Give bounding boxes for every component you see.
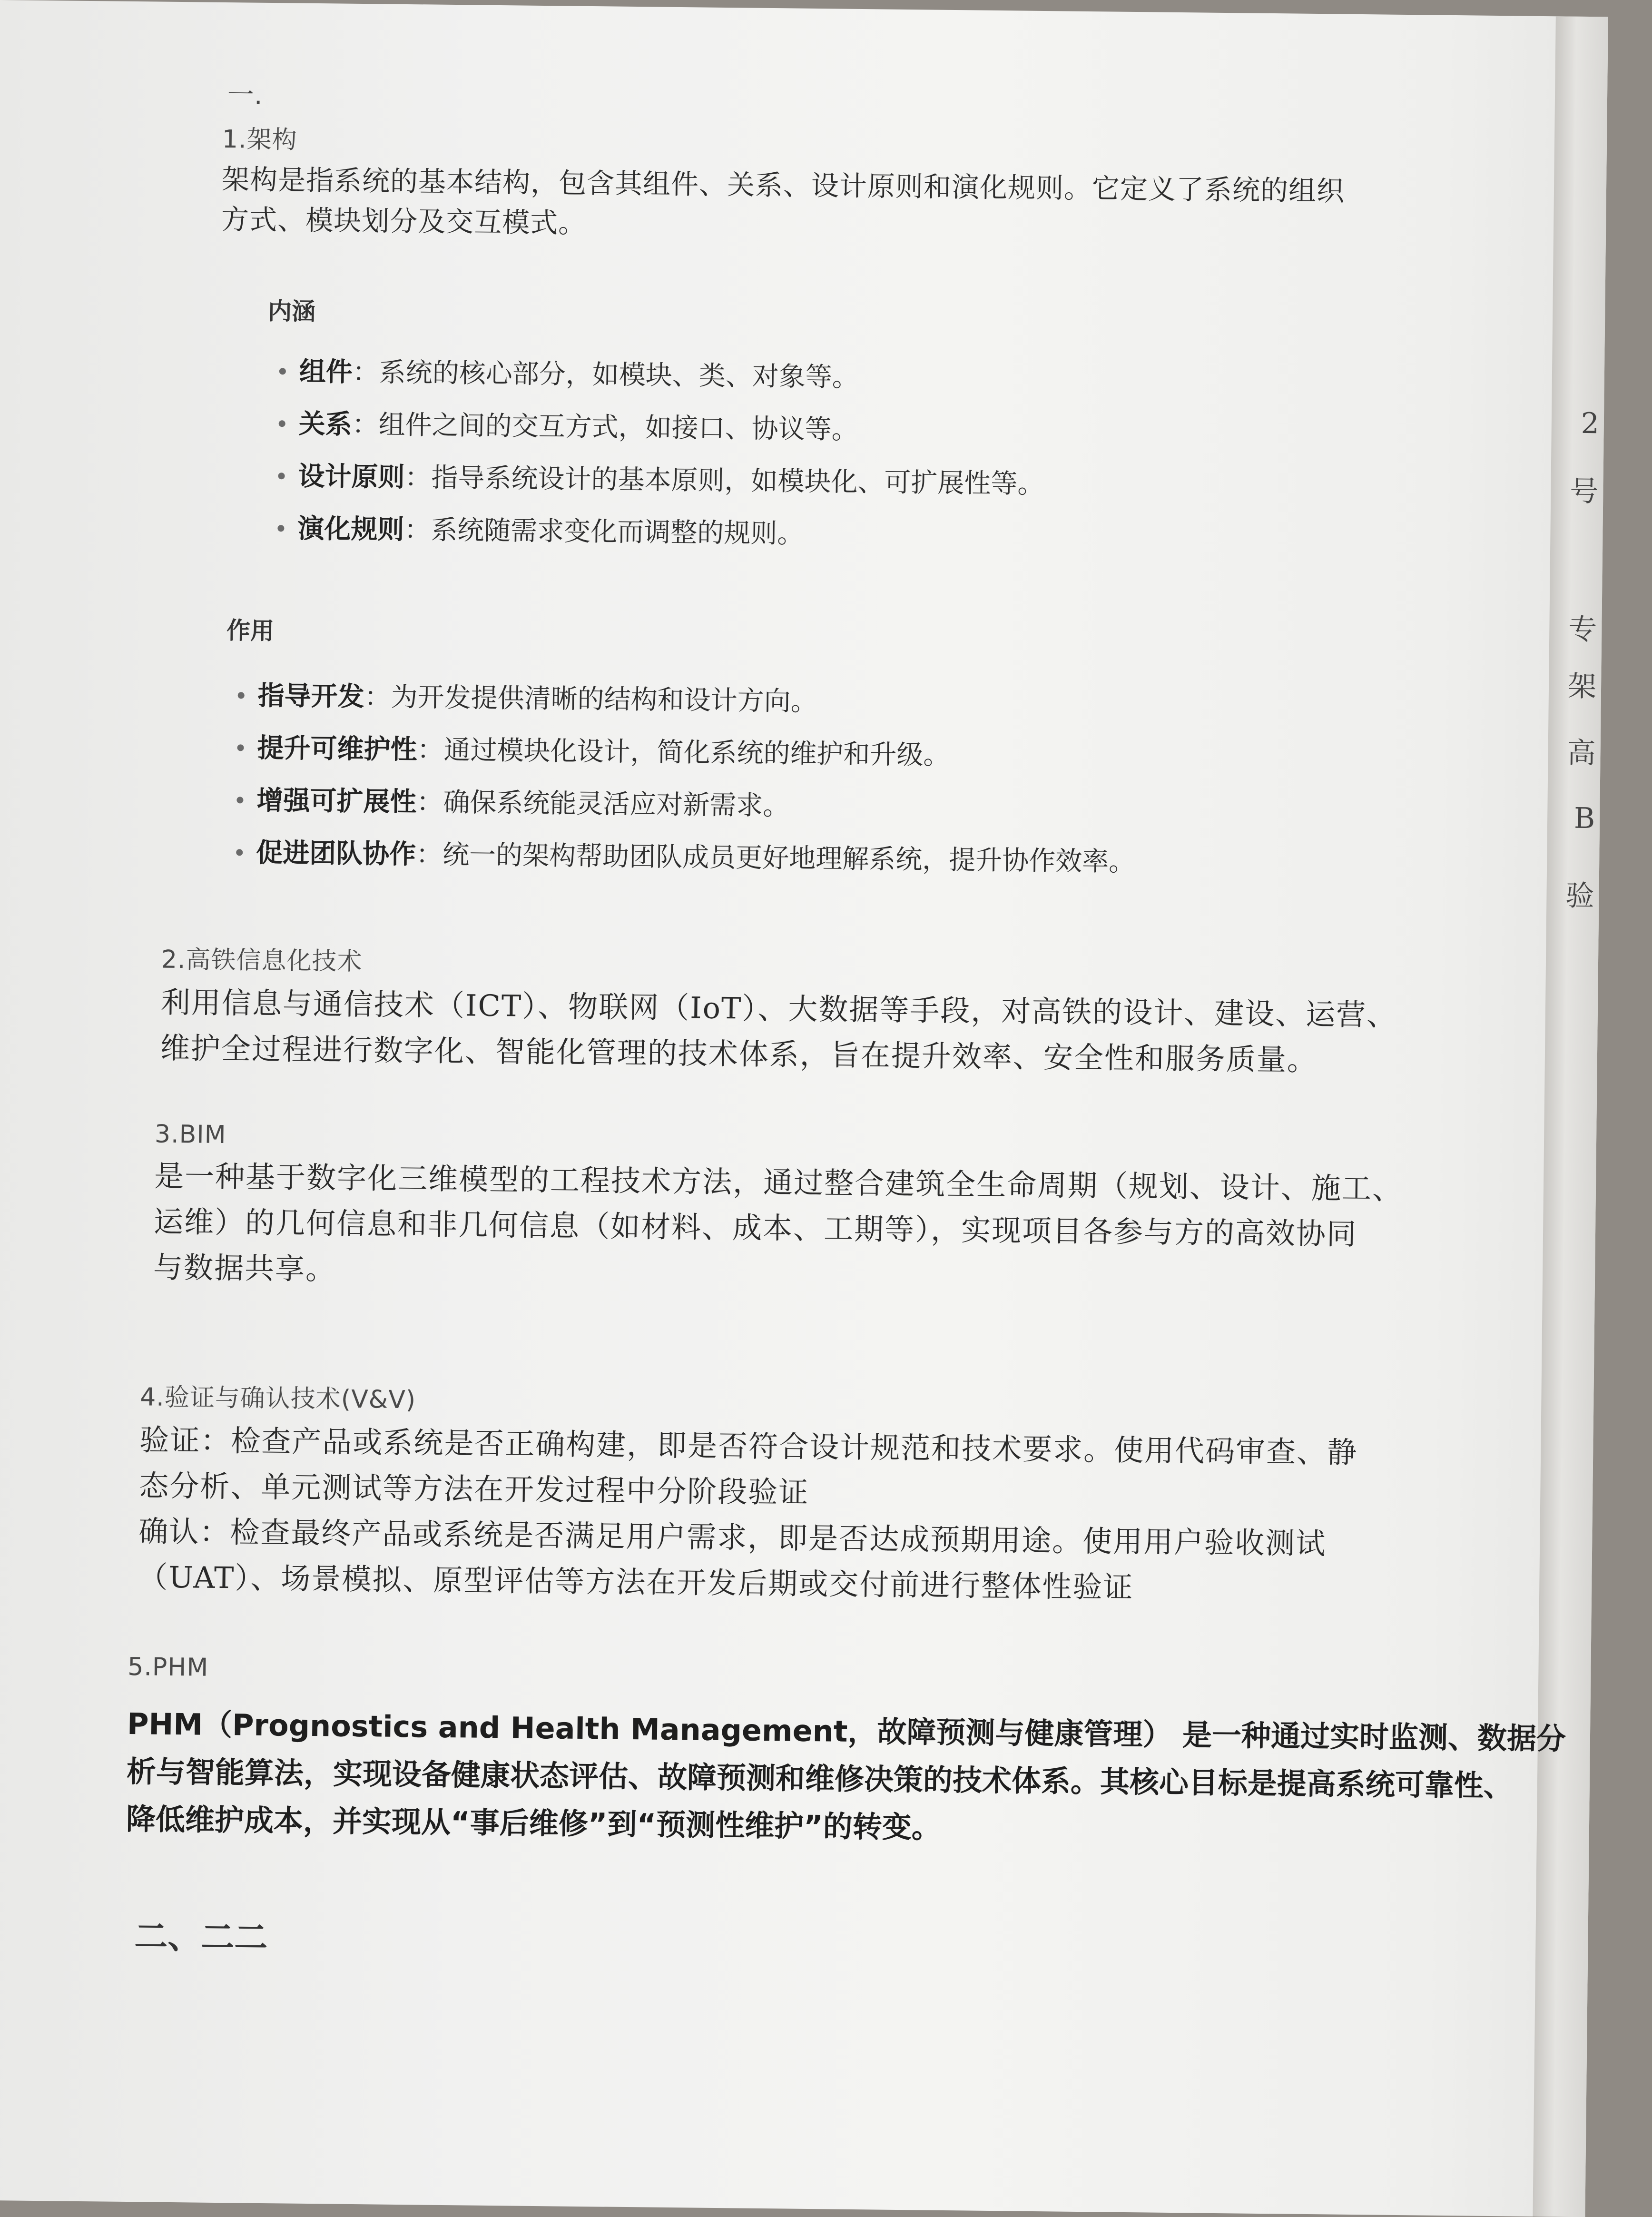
bullet-icon (278, 473, 285, 479)
next-section-mark: 二、二二 (134, 1917, 268, 1958)
list-item: 提升可维护性 ： 通过模块化设计，简化系统的维护和升级。 (237, 722, 1339, 786)
text-line: 架构是指系统的基本结构，包含其组件、关系、设计原则和演化规则。它定义了系统的组织 (221, 163, 1345, 207)
list-item: 组件 ： 系统的核心部分，如模块、类、对象等。 (279, 345, 1343, 409)
text-line: 降低维护成本，并实现从“事后维修”到“预测性维护”的转变。 (126, 1801, 942, 1845)
edge-char: 2 (1581, 406, 1600, 441)
text-line: 验证：检查产品或系统是否正确构建，即是否符合设计规范和技术要求。使用代码审查、静 (139, 1422, 1358, 1470)
list-item: 指导开发 ： 为开发提供清晰的结构和设计方向。 (237, 670, 1339, 733)
section-hsr-informatization (160, 939, 1397, 1084)
document-body (126, 73, 1569, 1958)
list-item: 关系 ： 组件之间的交互方式，如接口、协议等。 (278, 398, 1342, 461)
section-heading: 4.验证与确认技术(V&V) (139, 1383, 416, 1415)
item-term: 增强可扩展性 (256, 785, 417, 818)
edge-char: 高 (1567, 736, 1596, 770)
section-body (153, 1153, 1403, 1303)
section-body (126, 1700, 1566, 1858)
item-text: 为开发提供清晰的结构和设计方向。 (391, 681, 817, 718)
text-line: 运维）的几何信息和非几何信息（如材料、成本、工期等），实现项目各参与方的高效协同 (153, 1204, 1357, 1252)
bullet-icon (279, 368, 286, 374)
item-term: 指导开发 (257, 680, 365, 713)
text-line: 析与智能算法，实现设备健康状态评估、故障预测和维修决策的技术体系。其核心目标是提高系统可靠性、 (126, 1754, 1514, 1803)
item-text: 组件之间的交互方式，如接口、协议等。 (378, 409, 858, 445)
section-architecture (215, 119, 1346, 891)
text-line: 维护全过程进行数字化、智能化管理的技术体系，旨在提升效率、安全性和服务质量。 (160, 1030, 1318, 1078)
text-line: 是一种基于数字化三维模型的工程技术方法，通过整合建筑全生命周期（规划、设计、施工、 (154, 1158, 1403, 1207)
text-line: PHM（Prognostics and Health Management，故障预测与健康管理） 是一种通过实时监测、数据分 (127, 1706, 1566, 1756)
text-line: 态分析、单元测试等方法在开发过程中分阶段验证 (138, 1468, 809, 1510)
section-description (221, 159, 1345, 251)
bullet-icon (279, 420, 285, 427)
bullet-icon (277, 525, 284, 532)
item-text: 确保系统能灵活应对新需求。 (443, 787, 790, 822)
list-item: 增强可扩展性 ： 确保系统能灵活应对新需求。 (236, 774, 1338, 838)
bullet-icon (238, 692, 245, 699)
bullet-icon (237, 744, 244, 751)
item-term: 演化规则 (297, 513, 404, 545)
item-term: 设计原则 (298, 461, 405, 493)
item-term: 组件 (299, 356, 353, 388)
list-item: 演化规则 ： 系统随需求变化而调整的规则。 (277, 503, 1341, 566)
function-label: 作用 (226, 617, 275, 645)
item-term: 促进团队协作 (256, 837, 416, 870)
text-line: （UAT）、场景模拟、原型评估等方法在开发后期或交付前进行整体性验证 (138, 1559, 1134, 1605)
connotation-label: 内涵 (267, 297, 316, 325)
edge-char: 验 (1565, 879, 1594, 913)
text-line: 方式、模块划分及交互模式。 (221, 203, 587, 239)
edge-char: B (1573, 801, 1595, 836)
item-text: 系统的核心部分，如模块、类、对象等。 (379, 357, 859, 393)
item-text: 系统随需求变化而调整的规则。 (431, 514, 804, 550)
section-bim (153, 1120, 1404, 1303)
item-text: 统一的架构帮助团队成员更好地理解系统，提升协作效率。 (442, 839, 1136, 878)
item-text: 通过模块化设计，简化系统的维护和升级。 (443, 734, 950, 771)
adjacent-page-edge (1533, 16, 1608, 2217)
section-heading: 5.PHM (128, 1653, 209, 1682)
text-line: 利用信息与通信技术（ICT）、物联网（IoT）、大数据等手段，对高铁的设计、建设、运营、 (160, 985, 1397, 1033)
section-heading: 1.架构 (222, 125, 297, 155)
section-mark: 一. (227, 79, 263, 111)
bullet-icon (236, 849, 243, 856)
edge-char: 号 (1570, 474, 1599, 509)
item-text: 指导系统设计的基本原则，如模块化、可扩展性等。 (431, 462, 1044, 500)
item-term: 提升可维护性 (257, 732, 417, 766)
section-vv (138, 1377, 1358, 1613)
text-line: 确认：检查最终产品或系统是否满足用户需求，即是否达成预期用途。使用用户验收测试 (138, 1514, 1327, 1561)
bullet-icon (236, 797, 243, 803)
section-phm (126, 1653, 1566, 1858)
section-heading: 3.BIM (154, 1120, 226, 1150)
text-line: 与数据共享。 (153, 1250, 336, 1287)
edge-char: 架 (1567, 670, 1597, 704)
section-heading: 2.高铁信息化技术 (161, 945, 363, 976)
connotation-list (277, 345, 1343, 566)
list-item: 设计原则 ： 指导系统设计的基本原则，如模块化、可扩展性等。 (278, 450, 1342, 513)
item-term: 关系 (298, 408, 353, 440)
function-list (236, 670, 1339, 890)
section-body (160, 980, 1397, 1084)
list-item: 促进团队协作 ： 统一的架构帮助团队成员更好地理解系统，提升协作效率。 (236, 827, 1338, 890)
edge-char: 专 (1568, 612, 1597, 647)
section-body (138, 1417, 1358, 1613)
